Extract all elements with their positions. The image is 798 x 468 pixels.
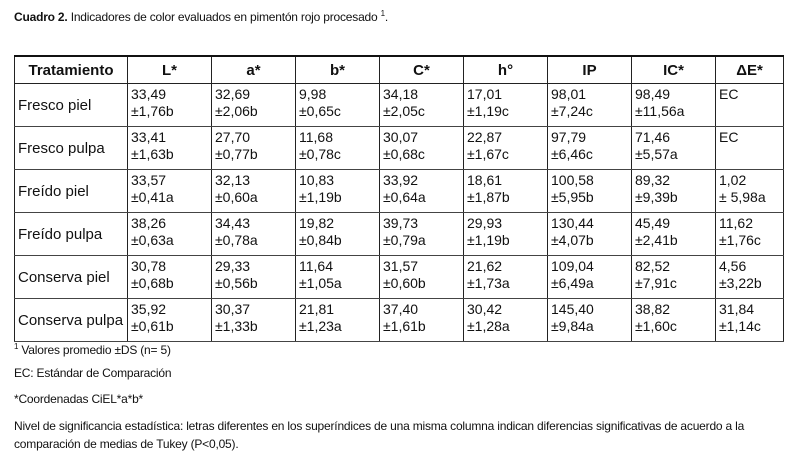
header-l: L*: [128, 56, 212, 84]
caption-footnote-marker: 1: [380, 9, 385, 18]
footnote-coordinates: *Coordenadas CiEL*a*b*: [14, 392, 144, 406]
cell-l: [128, 84, 212, 127]
footnote-1-text: Valores promedio ±DS (n= 5): [18, 343, 171, 357]
cell-mean: 33,92: [383, 172, 419, 188]
cell-mean: 33,49: [131, 86, 167, 102]
cell-mean: 22,87: [467, 129, 503, 145]
cell-mean: 21,81: [299, 301, 335, 317]
cell-delta-e: [716, 127, 784, 170]
cell-ic: [632, 84, 716, 127]
cell-mean: 38,82: [635, 301, 671, 317]
header-b: b*: [296, 56, 380, 84]
cell-mean: 30,07: [383, 129, 419, 145]
table-row: [15, 213, 784, 256]
cell-c: [380, 84, 464, 127]
table-row: [15, 256, 784, 299]
cell-mean: 98,01: [551, 86, 587, 102]
cell-sd: ±5,95b: [551, 189, 594, 205]
cell-l: [128, 256, 212, 299]
cell-delta-e: [716, 299, 784, 342]
cell-mean: EC: [719, 86, 739, 102]
cell-a: [212, 84, 296, 127]
cell-mean: 34,43: [215, 215, 251, 231]
cell-sd: ±0,78a: [215, 232, 258, 248]
footnote-significance-line-1: Nivel de significancia estadística: letras diferentes en los superíndices de una misma columna indican diferencias significativas de acuerdo a la: [14, 419, 745, 433]
cell-sd: ±1,19b: [299, 189, 342, 205]
header-tratamiento: Tratamiento: [15, 56, 128, 84]
footnote-mean-sd: [14, 338, 171, 359]
cell-mean: 32,69: [215, 86, 251, 102]
table-row: [15, 299, 784, 342]
footnote-significance: [14, 417, 744, 453]
cell-mean: 30,78: [131, 258, 167, 274]
cell-sd: ±0,56b: [215, 275, 258, 291]
cell-a: [212, 299, 296, 342]
cell-mean: 19,82: [299, 215, 335, 231]
cell-mean: 71,46: [635, 129, 671, 145]
cell-mean: 30,42: [467, 301, 503, 317]
cell-c: [380, 170, 464, 213]
cell-a: [212, 127, 296, 170]
cell-mean: 45,49: [635, 215, 671, 231]
header-ip: IP: [548, 56, 632, 84]
cell-mean: 145,40: [551, 301, 594, 317]
cell-b: [296, 213, 380, 256]
cell-mean: 33,41: [131, 129, 167, 145]
table-header: [15, 56, 784, 84]
cell-delta-e: [716, 256, 784, 299]
header-row: [15, 56, 784, 84]
cell-mean: 35,92: [131, 301, 167, 317]
cell-h: [464, 299, 548, 342]
cell-mean: 33,57: [131, 172, 167, 188]
cell-mean: 9,98: [299, 86, 327, 102]
cell-sd: ±0,77b: [215, 146, 258, 162]
cell-sd: ±1,14c: [719, 318, 761, 334]
cell-sd: ±5,57a: [635, 146, 678, 162]
row-label: Freído pulpa: [15, 213, 128, 256]
caption-period: .: [384, 10, 389, 24]
cell-sd: ±6,49a: [551, 275, 594, 291]
cell-h: [464, 170, 548, 213]
cell-mean: 130,44: [551, 215, 594, 231]
header-c: C*: [380, 56, 464, 84]
cell-mean: 21,62: [467, 258, 503, 274]
cell-mean: 10,83: [299, 172, 335, 188]
cell-sd: ±0,64a: [383, 189, 426, 205]
cell-sd: ±7,24c: [551, 103, 593, 119]
cell-sd: ±1,19c: [467, 103, 509, 119]
cell-mean: 11,68: [299, 129, 333, 145]
cell-sd: ±1,60c: [635, 318, 677, 334]
cell-mean: 98,49: [635, 86, 671, 102]
cell-sd: ±1,63b: [131, 146, 174, 162]
row-label: Fresco piel: [15, 84, 128, 127]
cell-mean: 29,93: [467, 215, 503, 231]
cell-sd: ±1,76c: [719, 232, 761, 248]
cell-sd: ±1,67c: [467, 146, 509, 162]
cell-mean: 30,37: [215, 301, 251, 317]
cell-l: [128, 170, 212, 213]
footnote-1-marker: 1: [14, 342, 19, 351]
table-body: [15, 84, 784, 342]
cell-mean: 18,61: [467, 172, 503, 188]
cell-sd: ±0,61b: [131, 318, 174, 334]
table-caption: [14, 9, 388, 24]
cell-ip: [548, 213, 632, 256]
cell-sd: ±0,68c: [383, 146, 425, 162]
cell-mean: 38,26: [131, 215, 167, 231]
cell-mean: 89,32: [635, 172, 671, 188]
cell-h: [464, 256, 548, 299]
cell-c: [380, 299, 464, 342]
cell-sd: ±3,22b: [719, 275, 762, 291]
cell-a: [212, 256, 296, 299]
cell-sd: ±1,05a: [299, 275, 342, 291]
cell-sd: ±6,46c: [551, 146, 593, 162]
row-label: Freído piel: [15, 170, 128, 213]
cell-sd: ±0,68b: [131, 275, 174, 291]
cell-sd: ± 5,98a: [719, 189, 766, 205]
cell-c: [380, 256, 464, 299]
cell-sd: ±1,33b: [215, 318, 258, 334]
cell-ip: [548, 256, 632, 299]
cell-ip: [548, 127, 632, 170]
cell-h: [464, 127, 548, 170]
cell-c: [380, 213, 464, 256]
cell-mean: 31,84: [719, 301, 755, 317]
cell-delta-e: [716, 170, 784, 213]
cell-a: [212, 213, 296, 256]
table-row: [15, 170, 784, 213]
cell-l: [128, 127, 212, 170]
cell-sd: ±0,65c: [299, 103, 341, 119]
cell-a: [212, 170, 296, 213]
cell-ic: [632, 256, 716, 299]
cell-b: [296, 127, 380, 170]
cell-b: [296, 299, 380, 342]
cell-delta-e: [716, 213, 784, 256]
footnote-significance-line-2: comparación de medias de Tukey (P<0,05).: [14, 437, 239, 451]
table-row: [15, 84, 784, 127]
row-label: Fresco pulpa: [15, 127, 128, 170]
color-indicators-table: [14, 55, 784, 342]
cell-sd: ±0,63a: [131, 232, 174, 248]
header-a: a*: [212, 56, 296, 84]
cell-mean: 27,70: [215, 129, 251, 145]
cell-mean: 32,13: [215, 172, 251, 188]
cell-sd: ±11,56a: [635, 103, 685, 119]
cell-b: [296, 256, 380, 299]
cell-l: [128, 213, 212, 256]
cell-mean: 34,18: [383, 86, 419, 102]
footnote-ec: EC: Estándar de Comparación: [14, 366, 172, 380]
cell-sd: ±2,06b: [215, 103, 258, 119]
cell-ip: [548, 170, 632, 213]
cell-sd: ±9,84a: [551, 318, 594, 334]
cell-mean: 4,56: [719, 258, 747, 274]
cell-ip: [548, 299, 632, 342]
cell-sd: ±1,76b: [131, 103, 174, 119]
cell-b: [296, 84, 380, 127]
cell-h: [464, 84, 548, 127]
cell-mean: 97,79: [551, 129, 587, 145]
cell-sd: ±0,60b: [383, 275, 426, 291]
cell-mean: 17,01: [467, 86, 503, 102]
header-h: h°: [464, 56, 548, 84]
cell-l: [128, 299, 212, 342]
cell-sd: ±2,05c: [383, 103, 425, 119]
cell-ic: [632, 213, 716, 256]
cell-mean: EC: [719, 129, 739, 145]
header-delta-e: ΔE*: [716, 56, 784, 84]
cell-sd: ±0,84b: [299, 232, 342, 248]
cell-sd: ±0,41a: [131, 189, 174, 205]
cell-sd: ±0,78c: [299, 146, 341, 162]
cell-sd: ±1,19b: [467, 232, 510, 248]
cell-ic: [632, 170, 716, 213]
cell-mean: 11,62: [719, 215, 753, 231]
cell-delta-e: [716, 84, 784, 127]
cell-ip: [548, 84, 632, 127]
cell-mean: 1,02: [719, 172, 747, 188]
row-label: Conserva pulpa: [15, 299, 128, 342]
cell-mean: 31,57: [383, 258, 419, 274]
row-label: Conserva piel: [15, 256, 128, 299]
cell-mean: 29,33: [215, 258, 251, 274]
cell-sd: ±1,23a: [299, 318, 342, 334]
cell-sd: ±1,73a: [467, 275, 510, 291]
cell-mean: 39,73: [383, 215, 419, 231]
caption-label: Cuadro 2.: [14, 10, 68, 24]
cell-c: [380, 127, 464, 170]
caption-text: Indicadores de color evaluados en pimentón rojo procesado: [70, 10, 378, 24]
cell-sd: ±4,07b: [551, 232, 594, 248]
cell-mean: 109,04: [551, 258, 594, 274]
header-ic: IC*: [632, 56, 716, 84]
cell-mean: 11,64: [299, 258, 333, 274]
cell-sd: ±2,41b: [635, 232, 678, 248]
cell-sd: ±7,91c: [635, 275, 677, 291]
cell-sd: ±1,28a: [467, 318, 510, 334]
cell-mean: 37,40: [383, 301, 419, 317]
cell-sd: ±1,61b: [383, 318, 426, 334]
cell-mean: 82,52: [635, 258, 671, 274]
cell-ic: [632, 299, 716, 342]
cell-h: [464, 213, 548, 256]
cell-b: [296, 170, 380, 213]
cell-sd: ±0,60a: [215, 189, 258, 205]
cell-sd: ±1,87b: [467, 189, 510, 205]
table-row: [15, 127, 784, 170]
cell-ic: [632, 127, 716, 170]
cell-mean: 100,58: [551, 172, 594, 188]
cell-sd: ±0,79a: [383, 232, 426, 248]
cell-sd: ±9,39b: [635, 189, 678, 205]
